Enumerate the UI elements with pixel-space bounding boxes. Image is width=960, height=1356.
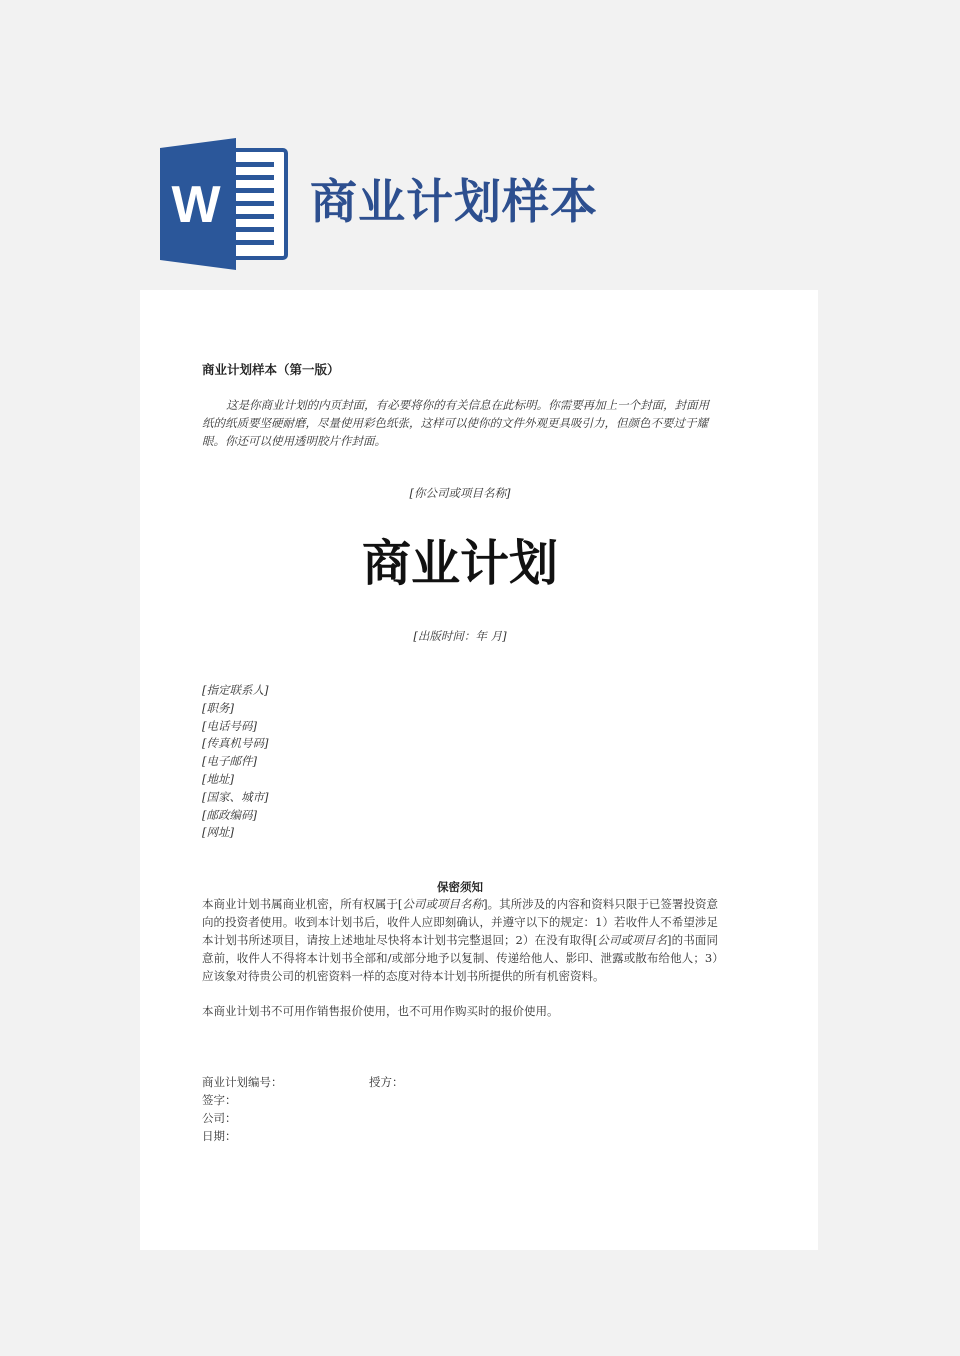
contact-item: [传真机号码]: [202, 736, 269, 751]
contact-item: [网址]: [202, 825, 234, 840]
notice-placeholder: 公司或项目名: [597, 933, 668, 947]
grantee-label: 授方：: [369, 1075, 404, 1089]
company-name-placeholder: [你公司或项目名称]: [409, 486, 511, 500]
date-label: 日期：: [202, 1129, 237, 1143]
contact-item: [地址]: [202, 771, 234, 786]
business-plan-title: 商业计划: [361, 535, 558, 592]
contact-item: [电子邮件]: [202, 754, 257, 769]
word-icon: [160, 138, 290, 270]
confidentiality-title: 保密须知: [437, 880, 483, 894]
notice-text: ]的书面同意前，收件人不得将本计划书全部和/或部分地予以复制、传递给他人、影印、泄露或散布给他人；3）应该象对待贵公司的机密资料一样的态度对待本计划书所提供的所有机密资料。: [202, 933, 718, 983]
word-logo-letter: W: [171, 176, 221, 234]
publish-date-placeholder: [出版时间：年 月]: [413, 629, 507, 643]
contact-item: [电话号码]: [202, 718, 257, 733]
contact-item: [邮政编码]: [202, 807, 257, 822]
sign-row: [202, 1073, 404, 1091]
confidentiality-paragraph: [202, 895, 718, 985]
intro-paragraph: 这是你商业计划的内页封面，有必要将你的有关信息在此标明。你需要再加上一个封面，封面用纸的纸质要坚硬耐磨，尽量使用彩色纸张，这样可以使你的文件外观更具吸引力，但颜色不要过于耀眼。你还可以使用透明胶片作封面。: [202, 398, 710, 448]
page-title: 商业计划样本: [310, 175, 598, 230]
signature-block: [202, 1073, 404, 1145]
contact-item: [指定联系人]: [202, 683, 269, 697]
document-heading: 商业计划样本（第一版）: [202, 362, 340, 377]
contact-list: [202, 682, 268, 842]
page-header: [160, 138, 800, 270]
document-page: [140, 290, 818, 1250]
notice-placeholder: 公司或项目名称: [402, 897, 484, 911]
sign-row: [202, 1127, 283, 1145]
usage-restriction: 本商业计划书不可用作销售报价使用，也不可用作购买时的报价使用。: [202, 1004, 559, 1018]
notice-text: 本商业计划书属商业机密，所有权属于[: [202, 897, 403, 911]
sign-row: [202, 1091, 283, 1109]
company-label: 公司：: [202, 1111, 237, 1125]
notice-text: ]。其所涉及的内容和资料只限于已签署投资意向的投资者使用。收到本计划书后，收件人应即刻确认，并遵守以下的规定：1）若收件人不希望涉足本计划书所述项目，请按上述地址尽快将本计划书完整退回；2）在没有取得[: [202, 897, 718, 947]
sign-row: [202, 1109, 283, 1127]
signature-label: 签字：: [202, 1093, 237, 1107]
contact-item: [职务]: [202, 700, 234, 715]
plan-number-label: 商业计划编号：: [202, 1075, 283, 1089]
contact-item: [国家、城市]: [202, 789, 269, 804]
